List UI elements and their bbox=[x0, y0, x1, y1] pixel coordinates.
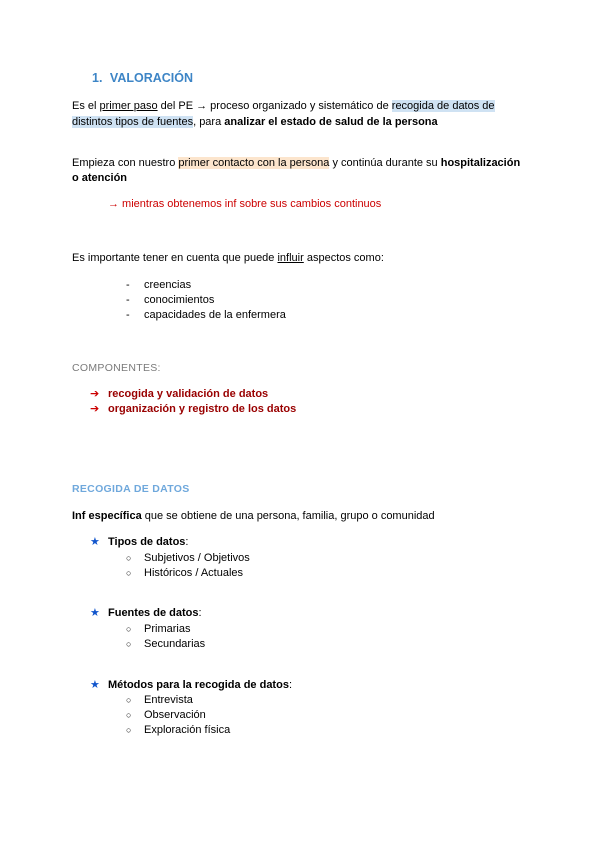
section-heading bbox=[92, 71, 193, 86]
recogida-title: RECOGIDA DE DATOS bbox=[72, 483, 190, 495]
star-icon: ★ bbox=[90, 536, 100, 548]
highlight-fuentes: distintos tipos de fuentes bbox=[72, 116, 194, 128]
star-icon: ★ bbox=[90, 679, 100, 691]
highlight-contacto: primer contacto con la persona bbox=[178, 157, 330, 169]
primer-paso-text: primer paso bbox=[99, 100, 158, 112]
contacto-line-2: o atención bbox=[72, 172, 128, 184]
circle-bullet-icon: ○ bbox=[126, 553, 132, 563]
circle-bullet-icon: ○ bbox=[126, 624, 132, 634]
list-item: ○ Subjetivos / Objetivos bbox=[126, 552, 250, 564]
highlight-recogida: recogida de datos de bbox=[391, 100, 495, 112]
contacto-arrow-note: → mientras obtenemos inf sobre sus cambios continuos bbox=[108, 198, 382, 210]
dash-bullet: - bbox=[126, 279, 130, 291]
circle-bullet-icon: ○ bbox=[126, 695, 132, 705]
intro-line-2: distintos tipos de fuentes, para analizar el estado de salud de la persona bbox=[72, 116, 438, 128]
list-item: ○ Primarias bbox=[126, 623, 191, 635]
list-item: ○ Secundarias bbox=[126, 638, 206, 650]
arrow-right-icon: ➔ bbox=[90, 388, 100, 400]
componentes-title: COMPONENTES: bbox=[72, 362, 161, 374]
intro-line-1: Es el primer paso del PE → proceso organizado y sistemático de recogida de datos de bbox=[72, 100, 495, 112]
list-item: ○ Históricos / Actuales bbox=[126, 567, 244, 579]
componentes-item: ➔ organización y registro de los datos bbox=[90, 403, 297, 415]
group-fuentes: ★ Fuentes de datos: bbox=[90, 607, 202, 619]
list-item: ○ Entrevista bbox=[126, 694, 193, 706]
star-icon: ★ bbox=[90, 607, 100, 619]
arrow-right-icon: ➔ bbox=[90, 403, 100, 415]
list-item: - capacidades de la enfermera bbox=[126, 309, 286, 321]
contacto-line-1: Empieza con nuestro primer contacto con la persona y continúa durante su hospitalización bbox=[72, 157, 521, 169]
section-number: 1. bbox=[92, 71, 103, 85]
list-item: ○ Observación bbox=[126, 709, 206, 721]
circle-bullet-icon: ○ bbox=[126, 639, 132, 649]
dash-bullet: - bbox=[126, 294, 130, 306]
recogida-definition: Inf específica que se obtiene de una persona, familia, grupo o comunidad bbox=[72, 510, 435, 522]
list-item: - conocimientos bbox=[126, 294, 215, 306]
group-tipos: ★ Tipos de datos: bbox=[90, 536, 189, 548]
circle-bullet-icon: ○ bbox=[126, 568, 132, 578]
influir-line: Es importante tener en cuenta que puede influir aspectos como: bbox=[72, 252, 384, 264]
circle-bullet-icon: ○ bbox=[126, 710, 132, 720]
componentes-item: ➔ recogida y validación de datos bbox=[90, 388, 269, 400]
dash-bullet: - bbox=[126, 309, 130, 321]
group-metodos: ★ Métodos para la recogida de datos: bbox=[90, 679, 292, 691]
circle-bullet-icon: ○ bbox=[126, 725, 132, 735]
list-item: ○ Exploración física bbox=[126, 724, 231, 736]
list-item: - creencias bbox=[126, 279, 192, 291]
influir-underlined: influir bbox=[277, 252, 304, 264]
section-title: VALORACIÓN bbox=[109, 71, 194, 85]
hospitalizacion-bold: hospitalización bbox=[440, 157, 521, 169]
analizar-bold: analizar el estado de salud de la persona bbox=[224, 116, 438, 128]
